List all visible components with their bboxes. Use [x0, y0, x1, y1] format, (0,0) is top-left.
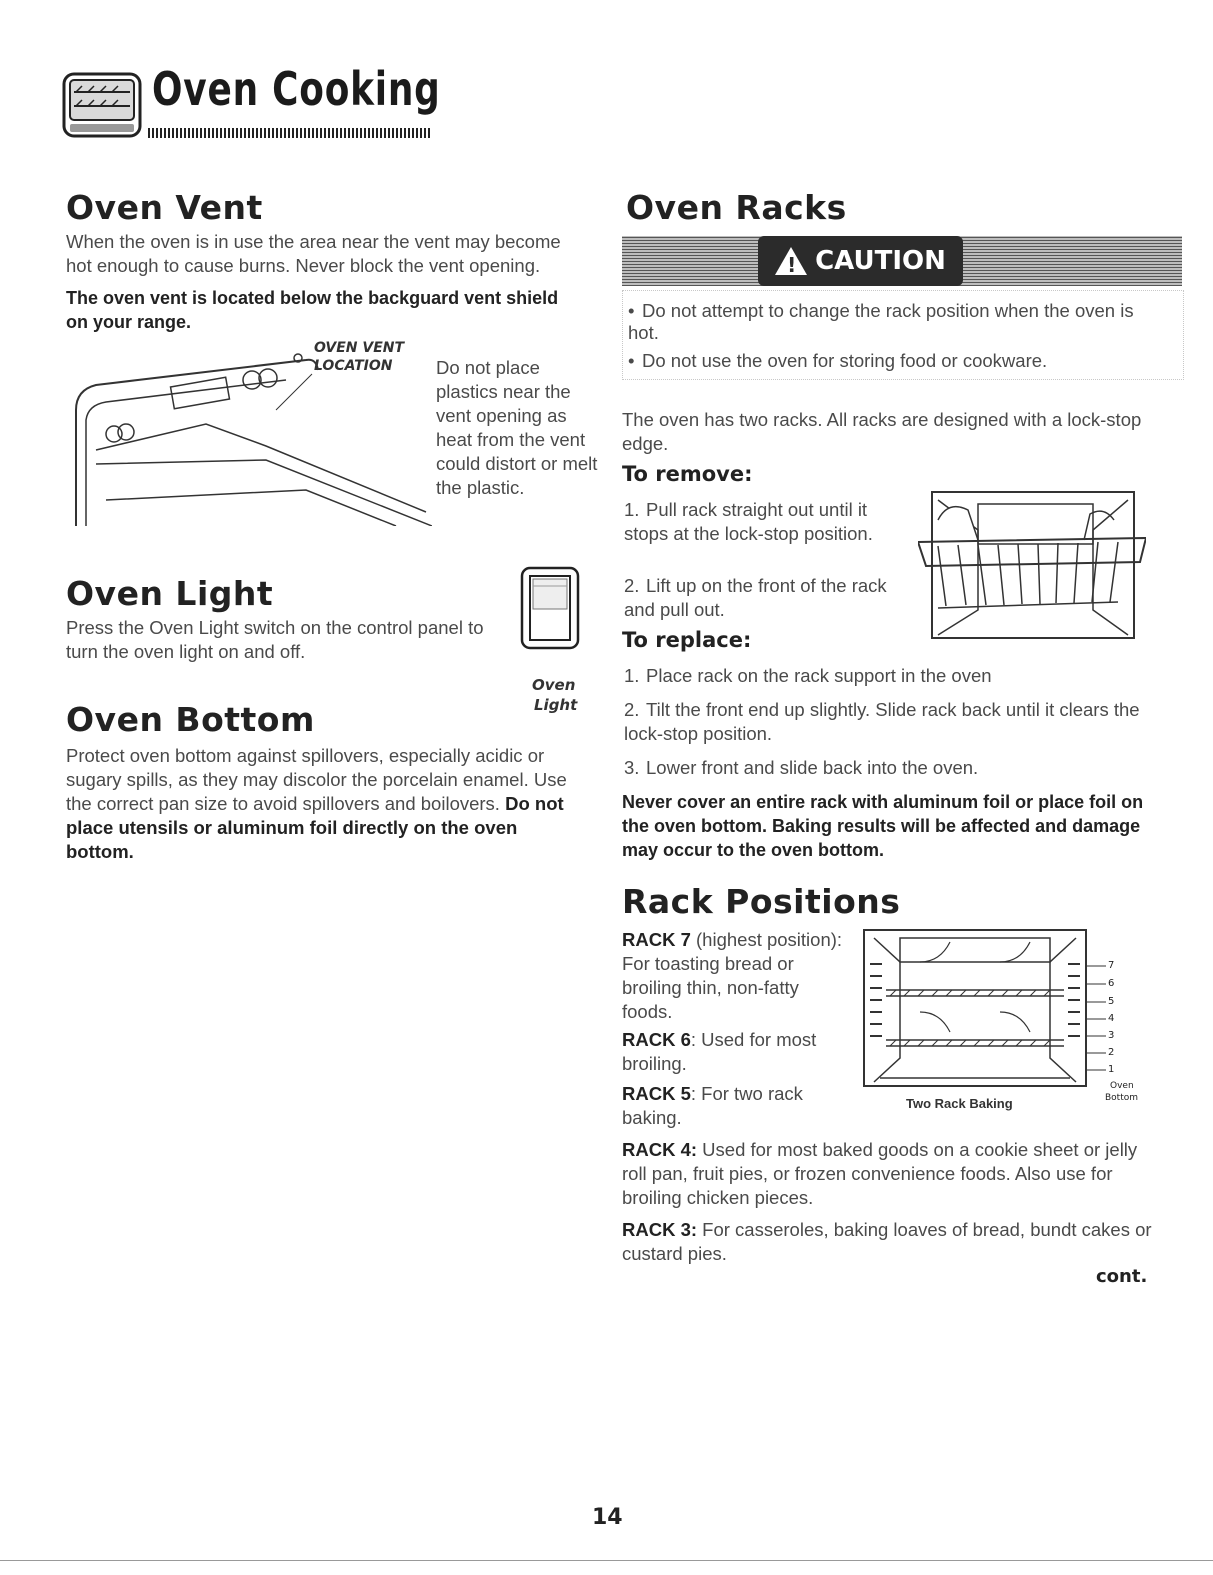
oven-bottom-heading: Oven Bottom	[66, 700, 315, 739]
remove-rack-illustration	[918, 490, 1146, 640]
page-title: Oven Cooking	[152, 62, 441, 116]
oven-bottom-bold: Do not place utensils or aluminum foil directly on the oven bottom.	[66, 793, 564, 862]
caution-item: • Do not attempt to change the rack position when the oven is hot.	[628, 300, 1134, 343]
rack-6-description: RACK 6: Used for most broiling.	[622, 1029, 817, 1074]
rack-positions-illustration	[860, 928, 1092, 1088]
to-remove-heading: To remove:	[622, 462, 753, 486]
oven-vent-note: The oven vent is located below the backguard vent shield on your range.	[66, 288, 559, 332]
oven-bottom-label-1: Oven	[1110, 1081, 1134, 1091]
rack-3-description: RACK 3: For casseroles, baking loaves of bread, bundt cakes or custard pies.	[622, 1219, 1152, 1264]
caution-label: ! CAUTION	[758, 236, 963, 286]
oven-light-caption-1: Oven	[532, 676, 576, 694]
rack-number: 5	[1108, 996, 1115, 1007]
oven-light-switch-icon	[520, 566, 580, 650]
rack-7-description: RACK 7 (highest position): For toasting bread or broiling thin, non-fatty foods.	[622, 929, 843, 1022]
rack-number: 3	[1108, 1030, 1115, 1041]
to-replace-heading: To replace:	[622, 628, 752, 652]
bottom-rule	[0, 1560, 1213, 1561]
oven-vent-side-text: Do not place plastics near the vent opening as heat from the vent could distort or melt the plastic.	[436, 357, 598, 498]
rack-number: 2	[1108, 1047, 1115, 1058]
rack-4-description: RACK 4: Used for most baked goods on a cookie sheet or jelly roll pan, fruit pies, or frozen convenience foods. Also use for broiling chicken pieces.	[622, 1139, 1138, 1208]
rack-number: 7	[1108, 960, 1115, 971]
continued-label: cont.	[1096, 1266, 1148, 1287]
oven-racks-heading: Oven Racks	[626, 188, 847, 227]
replace-step: 1. Place rack on the rack support in the oven	[624, 665, 992, 686]
title-rule	[148, 128, 432, 138]
remove-step: 1. Pull rack straight out until it stops at the lock-stop position.	[624, 499, 873, 544]
caution-item: • Do not use the oven for storing food or cookware.	[628, 350, 1048, 371]
oven-light-caption-2: Light	[534, 696, 578, 714]
oven-bottom-text	[66, 744, 586, 864]
oven-icon	[62, 70, 144, 140]
rack-5-description: RACK 5: For two rack baking.	[622, 1083, 803, 1128]
vent-location-label-1: OVEN VENT	[314, 340, 405, 356]
oven-vent-heading: Oven Vent	[66, 188, 263, 227]
oven-bottom-plain: Protect oven bottom against spillovers, especially acidic or sugary spills, as they may discolor the porcelain enamel. Use the correct pan size to avoid spillovers and boilovers.	[66, 745, 567, 814]
oven-light-heading: Oven Light	[66, 574, 274, 613]
vent-location-label-2: LOCATION	[314, 358, 393, 374]
oven-light-text: Press the Oven Light switch on the control panel to turn the oven light on and off.	[66, 617, 484, 662]
oven-racks-intro: The oven has two racks. All racks are designed with a lock-stop edge.	[622, 409, 1142, 454]
oven-vent-intro: When the oven is in use the area near the vent may become hot enough to cause burns. Never block the vent opening.	[66, 231, 561, 276]
two-rack-baking-caption: Two Rack Baking	[906, 1096, 1013, 1111]
warning-icon: !	[775, 247, 807, 275]
rack-positions-heading: Rack Positions	[622, 882, 901, 921]
rack-number: 1	[1108, 1064, 1115, 1075]
remove-step: 2. Lift up on the front of the rack and pull out.	[624, 575, 887, 620]
page-number: 14	[592, 1505, 623, 1530]
rack-number: 6	[1108, 978, 1115, 989]
aluminum-foil-warning: Never cover an entire rack with aluminum foil or place foil on the oven bottom. Baking results will be affected and damage may occur to the oven bottom.	[622, 792, 1144, 860]
rack-number: 4	[1108, 1013, 1115, 1024]
replace-step: 3. Lower front and slide back into the oven.	[624, 757, 979, 778]
replace-step: 2. Tilt the front end up slightly. Slide rack back until it clears the lock-stop position.	[624, 699, 1140, 744]
rack-leader-lines	[1086, 962, 1106, 1082]
oven-bottom-label-2: Bottom	[1105, 1093, 1139, 1103]
